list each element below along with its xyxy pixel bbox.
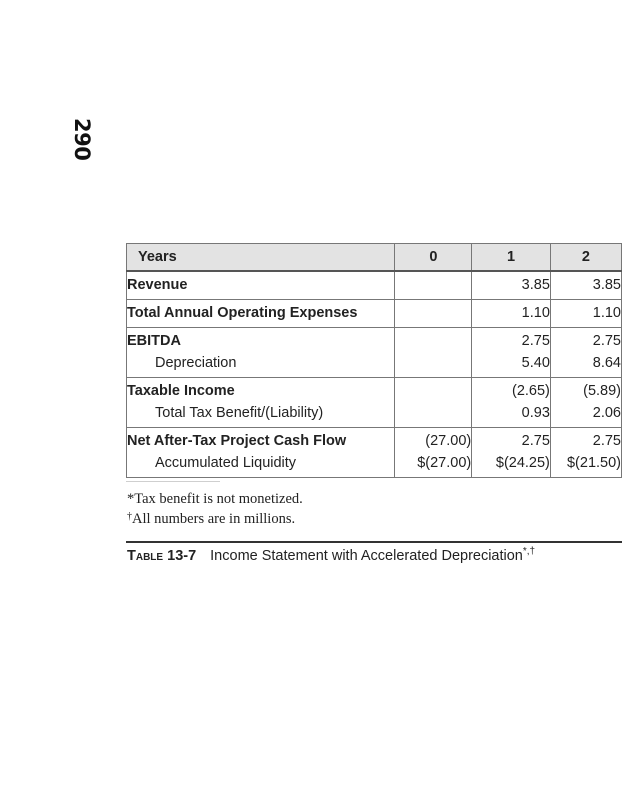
table-row bbox=[127, 428, 622, 453]
value-cell-year-1: 3.85 bbox=[472, 271, 551, 300]
value-cell-year-2: (5.89) bbox=[550, 378, 621, 403]
value-cell-year-2: 8.64 bbox=[550, 352, 621, 378]
value-cell-year-2: 2.75 bbox=[550, 428, 621, 453]
table-row bbox=[127, 402, 622, 428]
row-label: Depreciation bbox=[127, 352, 395, 378]
table-row bbox=[127, 352, 622, 378]
table-row bbox=[127, 271, 622, 300]
footnote-text: Tax benefit is not monetized. bbox=[134, 491, 303, 507]
footnote-mark: * bbox=[127, 491, 135, 507]
value-cell-year-1: 2.75 bbox=[472, 328, 551, 353]
caption-label: Table bbox=[127, 548, 164, 564]
footnote-1 bbox=[127, 490, 303, 508]
income-statement-table bbox=[126, 243, 622, 478]
value-cell-year-1: (2.65) bbox=[472, 378, 551, 403]
footnote-text: All numbers are in millions. bbox=[132, 511, 296, 527]
caption-title: Income Statement with Accelerated Depreciation bbox=[210, 548, 523, 564]
value-cell-year-0 bbox=[395, 378, 472, 403]
value-cell-year-1: 1.10 bbox=[472, 300, 551, 328]
row-label: Accumulated Liquidity bbox=[127, 452, 395, 478]
footnotes bbox=[127, 490, 303, 528]
value-cell-year-0: $(27.00) bbox=[395, 452, 472, 478]
table-row bbox=[127, 300, 622, 328]
value-cell-year-0 bbox=[395, 300, 472, 328]
table-row bbox=[127, 378, 622, 403]
footnote-divider bbox=[126, 481, 220, 482]
caption-number: 13-7 bbox=[167, 548, 197, 564]
header-year-0: 0 bbox=[395, 244, 472, 272]
page-number: 290 bbox=[70, 118, 94, 161]
row-label: Taxable Income bbox=[127, 378, 395, 403]
value-cell-year-1: 5.40 bbox=[472, 352, 551, 378]
header-years: Years bbox=[127, 244, 395, 272]
row-label: EBITDA bbox=[127, 328, 395, 353]
caption-marks: *,† bbox=[522, 546, 536, 557]
table-header-row bbox=[127, 244, 622, 272]
footnote-mark: † bbox=[127, 511, 132, 522]
value-cell-year-2: 3.85 bbox=[550, 271, 621, 300]
value-cell-year-0 bbox=[395, 271, 472, 300]
row-label: Total Annual Operating Expenses bbox=[127, 300, 395, 328]
value-cell-year-0: (27.00) bbox=[395, 428, 472, 453]
table-row bbox=[127, 452, 622, 478]
caption-divider bbox=[126, 541, 622, 543]
value-cell-year-1: 0.93 bbox=[472, 402, 551, 428]
value-cell-year-0 bbox=[395, 352, 472, 378]
value-cell-year-2: 1.10 bbox=[550, 300, 621, 328]
value-cell-year-0 bbox=[395, 328, 472, 353]
table-row bbox=[127, 328, 622, 353]
header-year-2: 2 bbox=[550, 244, 621, 272]
value-cell-year-2: $(21.50) bbox=[550, 452, 621, 478]
footnote-2 bbox=[127, 508, 303, 528]
table-body bbox=[127, 271, 622, 478]
value-cell-year-2: 2.75 bbox=[550, 328, 621, 353]
table-caption bbox=[127, 546, 535, 564]
row-label: Total Tax Benefit/(Liability) bbox=[127, 402, 395, 428]
value-cell-year-0 bbox=[395, 402, 472, 428]
row-label: Net After-Tax Project Cash Flow bbox=[127, 428, 395, 453]
value-cell-year-2: 2.06 bbox=[550, 402, 621, 428]
value-cell-year-1: 2.75 bbox=[472, 428, 551, 453]
row-label: Revenue bbox=[127, 271, 395, 300]
value-cell-year-1: $(24.25) bbox=[472, 452, 551, 478]
header-year-1: 1 bbox=[472, 244, 551, 272]
